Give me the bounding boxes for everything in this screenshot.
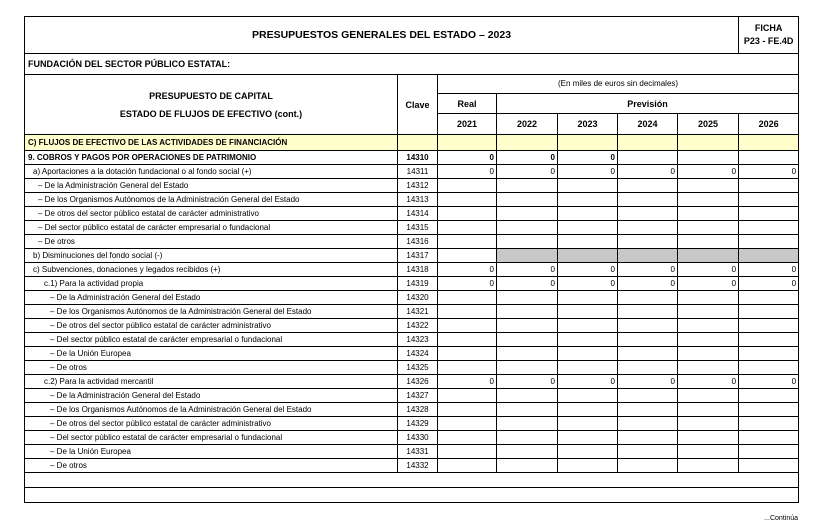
value-cell [497,403,558,417]
row-clave: 14310 [398,151,438,165]
ficha-code: P23 - FE.4D [743,36,794,46]
value-cell [678,445,739,459]
value-cell [618,207,678,221]
value-cell [438,361,497,375]
value-cell [558,235,618,249]
ficha-label: FICHA [754,23,783,33]
value-cell: 0 [678,165,739,179]
row-label: – De los Organismos Autónomos de la Administración General del Estado [25,403,398,417]
value-cell [678,333,739,347]
year-header-2022: 2022 [497,114,558,135]
row-label: – De otros del sector público estatal de carácter administrativo [25,417,398,431]
row-clave: 14326 [398,375,438,389]
value-cell [678,193,739,207]
row-label: – Del sector público estatal de carácter empresarial o fundacional [25,431,398,445]
table-row [25,445,799,459]
value-cell [678,319,739,333]
value-cell [558,179,618,193]
value-cell [558,291,618,305]
table-row [25,389,799,403]
value-cell [497,305,558,319]
value-cell [739,403,799,417]
value-cell [438,249,497,263]
value-cell [678,207,739,221]
table-row [25,235,799,249]
main-title-1: PRESUPUESTO DE CAPITAL [149,90,273,101]
value-cell [678,347,739,361]
section-row [25,135,799,151]
value-cell [739,235,799,249]
value-cell [739,431,799,445]
value-cell [438,193,497,207]
table-row [25,403,799,417]
value-cell [678,151,739,165]
value-cell [618,333,678,347]
table-row [25,179,799,193]
value-cell [438,417,497,431]
value-cell [618,403,678,417]
value-cell [678,179,739,193]
row-label: – De otros del sector público estatal de carácter administrativo [25,319,398,333]
value-cell [558,305,618,319]
value-cell [497,459,558,473]
value-cell [618,361,678,375]
value-cell: 0 [739,263,799,277]
row-label: – Del sector público estatal de carácter empresarial o fundacional [25,333,398,347]
row-clave: 14319 [398,277,438,291]
row-label: – De los Organismos Autónomos de la Administración General del Estado [25,193,398,207]
value-cell [497,179,558,193]
table-row [25,431,799,445]
value-cell [678,221,739,235]
value-cell [438,235,497,249]
prevision-header: Previsión [497,94,799,114]
row-clave: 14329 [398,417,438,431]
row-clave: 14324 [398,347,438,361]
value-cell [739,459,799,473]
value-cell [497,319,558,333]
value-cell [558,221,618,235]
value-cell: 0 [618,165,678,179]
table-row [25,193,799,207]
value-cell [497,389,558,403]
table-row [25,207,799,221]
value-cell: 0 [678,263,739,277]
empty-row [25,488,799,503]
value-cell [678,291,739,305]
row-clave: 14332 [398,459,438,473]
table-row [25,305,799,319]
value-cell: 0 [497,263,558,277]
value-cell [438,389,497,403]
value-cell [438,445,497,459]
row-label: – De otros [25,235,398,249]
document-title: PRESUPUESTOS GENERALES DEL ESTADO – 2023 [25,17,739,54]
units-note: (En miles de euros sin decimales) [438,75,799,94]
value-cell [558,389,618,403]
value-cell [678,361,739,375]
row-clave: 14313 [398,193,438,207]
value-cell: 0 [438,165,497,179]
value-cell [497,445,558,459]
row-label: c.1) Para la actividad propia [25,277,398,291]
row-clave: 14311 [398,165,438,179]
value-cell: 0 [739,375,799,389]
row-clave: 14322 [398,319,438,333]
value-cell [438,179,497,193]
value-cell [438,403,497,417]
value-cell [558,207,618,221]
row-label: – De la Unión Europea [25,347,398,361]
row-clave: 14323 [398,333,438,347]
value-cell [558,403,618,417]
table-row [25,291,799,305]
value-cell [438,431,497,445]
table-row [25,249,799,263]
row-label: – De la Administración General del Estado [25,179,398,193]
value-cell [739,193,799,207]
value-cell [739,347,799,361]
value-cell: 0 [497,151,558,165]
column-main-title [25,75,398,135]
year-header-2025: 2025 [678,114,739,135]
row-label: – De los Organismos Autónomos de la Administración General del Estado [25,305,398,319]
section-label: C) FLUJOS DE EFECTIVO DE LAS ACTIVIDADES DE FINANCIACIÓN [25,135,398,151]
year-header-2023: 2023 [558,114,618,135]
value-cell: 0 [497,165,558,179]
row-clave: 14327 [398,389,438,403]
value-cell [739,221,799,235]
value-cell [558,249,618,263]
value-cell [618,221,678,235]
value-cell: 0 [438,151,497,165]
value-cell [739,333,799,347]
value-cell [558,445,618,459]
value-cell [497,347,558,361]
value-cell [558,319,618,333]
value-cell [438,207,497,221]
value-cell [438,459,497,473]
row-clave: 14320 [398,291,438,305]
value-cell [558,459,618,473]
value-cell [497,249,558,263]
table-row [25,221,799,235]
table-row [25,277,799,291]
value-cell [739,305,799,319]
value-cell [618,291,678,305]
value-cell: 0 [497,375,558,389]
value-cell [438,319,497,333]
value-cell [558,347,618,361]
row-label: a) Aportaciones a la dotación fundacional o al fondo social (+) [25,165,398,179]
row-clave: 14314 [398,207,438,221]
value-cell [497,291,558,305]
table-row [25,333,799,347]
value-cell: 0 [558,151,618,165]
value-cell [678,235,739,249]
value-cell: 0 [438,263,497,277]
row-clave: 14325 [398,361,438,375]
row-clave: 14328 [398,403,438,417]
row-clave: 14318 [398,263,438,277]
value-cell [678,249,739,263]
budget-form [24,16,798,503]
value-cell [739,389,799,403]
value-cell: 0 [558,277,618,291]
row-label: – Del sector público estatal de carácter empresarial o fundacional [25,221,398,235]
row-clave: 14330 [398,431,438,445]
value-cell [678,403,739,417]
table-row [25,361,799,375]
value-cell [618,347,678,361]
value-cell [618,431,678,445]
value-cell [438,347,497,361]
row-clave: 14312 [398,179,438,193]
value-cell [497,361,558,375]
value-cell [558,193,618,207]
value-cell: 0 [558,375,618,389]
value-cell [618,305,678,319]
value-cell [618,459,678,473]
value-cell [497,417,558,431]
value-cell [739,319,799,333]
value-cell [678,459,739,473]
value-cell [558,417,618,431]
table-row [25,319,799,333]
value-cell [497,221,558,235]
value-cell: 0 [618,263,678,277]
value-cell [497,431,558,445]
year-header-2026: 2026 [739,114,799,135]
value-cell [618,445,678,459]
value-cell [739,151,799,165]
value-cell [438,333,497,347]
value-cell: 0 [739,277,799,291]
cash-flow-table [24,16,799,503]
table-row [25,417,799,431]
value-cell [678,305,739,319]
value-cell [618,151,678,165]
value-cell [497,235,558,249]
row-label: 9. COBROS Y PAGOS POR OPERACIONES DE PATRIMONIO [25,151,398,165]
table-row [25,347,799,361]
value-cell: 0 [497,277,558,291]
row-label: – De otros [25,459,398,473]
row-label: – De otros [25,361,398,375]
row-label: b) Disminuciones del fondo social (-) [25,249,398,263]
value-cell [438,291,497,305]
value-cell [739,417,799,431]
value-cell: 0 [678,375,739,389]
value-cell [618,193,678,207]
value-cell [618,249,678,263]
row-label: – De la Unión Europea [25,445,398,459]
value-cell [678,417,739,431]
value-cell: 0 [438,375,497,389]
value-cell [739,179,799,193]
value-cell: 0 [618,375,678,389]
row-label: – De la Administración General del Estado [25,291,398,305]
value-cell: 0 [438,277,497,291]
row-label: – De otros del sector público estatal de carácter administrativo [25,207,398,221]
year-header-2021: 2021 [438,114,497,135]
row-clave: 14316 [398,235,438,249]
row-clave: 14317 [398,249,438,263]
value-cell [497,207,558,221]
row-label: c.2) Para la actividad mercantil [25,375,398,389]
value-cell [618,417,678,431]
empty-row [25,473,799,488]
table-row [25,263,799,277]
value-cell [678,431,739,445]
table-row [25,375,799,389]
row-clave: 14331 [398,445,438,459]
value-cell [618,235,678,249]
row-label: – De la Administración General del Estado [25,389,398,403]
row-clave: 14315 [398,221,438,235]
value-cell [558,431,618,445]
value-cell [739,291,799,305]
value-cell [678,389,739,403]
value-cell [739,249,799,263]
value-cell [558,361,618,375]
value-cell [618,389,678,403]
row-clave: 14321 [398,305,438,319]
value-cell: 0 [739,165,799,179]
value-cell: 0 [558,165,618,179]
real-header: Real [438,94,497,114]
value-cell [497,193,558,207]
value-cell [739,361,799,375]
value-cell [739,207,799,221]
continua-note: ...Continúa [764,515,798,522]
table-row [25,151,799,165]
value-cell [618,179,678,193]
row-label: c) Subvenciones, donaciones y legados recibidos (+) [25,263,398,277]
value-cell [618,319,678,333]
year-header-2024: 2024 [618,114,678,135]
table-row [25,165,799,179]
value-cell: 0 [618,277,678,291]
value-cell [438,305,497,319]
clave-header: Clave [398,75,438,135]
main-title-2: ESTADO DE FLUJOS DE EFECTIVO (cont.) [119,108,303,119]
value-cell: 0 [678,277,739,291]
entity-label: FUNDACIÓN DEL SECTOR PÚBLICO ESTATAL: [25,54,799,75]
table-row [25,459,799,473]
value-cell [558,333,618,347]
ficha-box [739,17,799,54]
value-cell [438,221,497,235]
value-cell [497,333,558,347]
value-cell: 0 [558,263,618,277]
value-cell [739,445,799,459]
